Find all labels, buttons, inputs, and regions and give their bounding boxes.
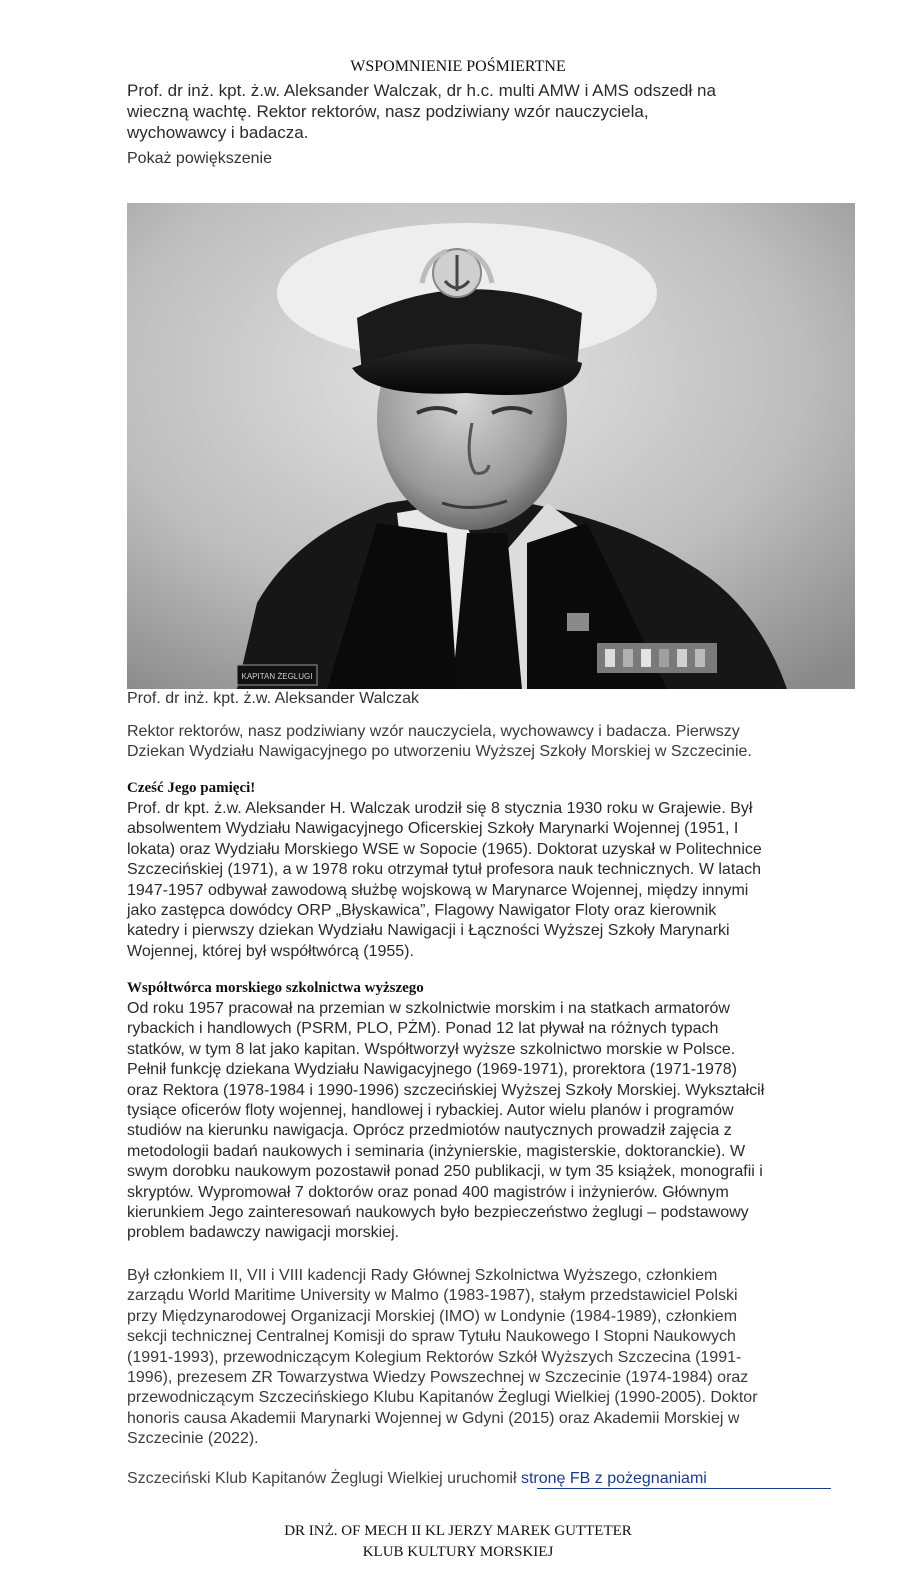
body-line: sekcji technicznej Centralnej Komisji do spraw Tytułu Naukowego I Stopni Naukowych <box>127 1328 736 1346</box>
body-line: Prof. dr kpt. ż.w. Aleksander H. Walczak urodził się 8 stycznia 1930 roku w Grajewie. Był <box>127 800 753 817</box>
body-line: studiów na kierunku nawigacja. Oprócz przedmiotów nautycznych prowadził zajęcia z <box>127 1122 732 1140</box>
section-body <box>127 1266 799 1450</box>
photo-caption: Prof. dr inż. kpt. ż.w. Aleksander Walczak <box>127 690 419 707</box>
body-line: jako zastępca dowódcy ORP „Błyskawica”, Flagowy Nawigator Floty oraz kierownik <box>127 902 717 920</box>
body-line: problem badawczy nawigacji morskiej. <box>127 1224 400 1242</box>
body-line: Od roku 1957 pracował na przemian w szkolnictwie morskim i na statkach armatorów <box>127 1000 730 1017</box>
body-line: swym dorobku naukowym pozostawił ponad 250 publikacji, w tym 35 książek, monografii i <box>127 1163 763 1181</box>
body-line: Był członkiem II, VII i VIII kadencji Rady Głównej Szkolnictwa Wyższego, członkiem <box>127 1267 718 1284</box>
section-heading: Cześć Jego pamięci! <box>127 780 256 796</box>
body-line: skryptów. Wypromował 7 doktorów oraz ponad 400 magistrów i inżynierów. Głównym <box>127 1183 729 1201</box>
footer-organization: KLUB KULTURY MORSKIEJ <box>362 1544 554 1560</box>
section-body <box>127 999 799 1244</box>
lead-line: wychowawcy i badacza. <box>127 123 309 142</box>
body-line: Szczecinie (2022). <box>127 1430 259 1448</box>
body-line: przewodniczącym Szczecińskiego Klubu Kapitanów Żeglugi Wielkiej (1990-2005). Doktor <box>127 1389 758 1407</box>
portrait-photo[interactable] <box>127 203 855 689</box>
lead-text <box>127 80 817 143</box>
body-line: lokata) oraz Wydziału Morskiego WSE w Sopocie (1965). Doktorat uzyskał w Politechnice <box>127 840 762 858</box>
body-line: statków, w tym 8 lat jako kapitan. Współtworzył wyższe szkolnictwo morskie w Polsce. <box>127 1040 736 1058</box>
portrait-image <box>127 203 855 689</box>
lead-line: wieczną wachtę. Rektor rektorów, nasz podziwiany wzór nauczyciela, <box>127 102 649 121</box>
intro-text <box>127 722 817 762</box>
footer-author: DR INŻ. OF MECH II KL JERZY MAREK GUTTETER <box>284 1523 632 1539</box>
page-title: WSPOMNIENIE POŚMIERTNE <box>350 58 566 75</box>
body-line: 1947-1957 odbywał zawodową służbę wojskową w Marynarce Wojennej, między innymi <box>127 881 749 899</box>
intro-line: Dziekan Wydziału Nawigacyjnego po utworzeniu Wyższej Szkoły Morskiej w Szczecinie. <box>127 743 752 760</box>
body-line: katedry i pierwszy dziekan Wydziału Nawigacji i Łączności Wyższej Szkoły Marynarki <box>127 922 730 940</box>
fb-notice-text: Szczeciński Klub Kapitanów Żeglugi Wielkiej uruchomił <box>127 1470 521 1487</box>
fb-notice <box>127 1470 707 1488</box>
body-line: przy Międzynarodowej Organizacji Morskiej (IMO) w Londynie (1984-1989), członkiem <box>127 1307 738 1325</box>
section-body <box>127 799 799 962</box>
body-line: metodologii badań naukowych i seminaria (inżynierskie, magisterskie, doktoranckie). W <box>127 1142 746 1160</box>
body-line: Szczecińskiej (1971), a w 1978 roku otrzymał tytuł profesora nauk technicznych. W latach <box>127 861 762 879</box>
body-line: zarządu World Maritime University w Malmo (1983-1987), stałym przedstawiciel Polski <box>127 1287 738 1305</box>
body-line: Wojennej, której był współtwórcą (1955). <box>127 942 414 960</box>
body-line: Pełnił funkcję dziekana Wydziału Nawigacyjnego (1969-1971), prorektora (1971-1978) <box>127 1061 737 1079</box>
show-zoom-link[interactable]: Pokaż powiększenie <box>127 150 272 167</box>
section-heading: Współtwórca morskiego szkolnictwa wyższego <box>127 980 424 996</box>
body-line: kierunkiem Jego zainteresowań naukowych było bezpieczeństwo żeglugi – podstawowy <box>127 1204 749 1222</box>
body-line: rybackich i handlowych (PSRM, PLO, PŻM). Ponad 12 lat pływał na różnych typach <box>127 1020 719 1038</box>
body-line: honoris causa Akademii Marynarki Wojennej w Gdyni (2015) oraz Akademii Morskiej w <box>127 1409 740 1427</box>
intro-line: Rektor rektorów, nasz podziwiany wzór nauczyciela, wychowawcy i badacza. Pierwszy <box>127 723 740 740</box>
link-underline <box>537 1488 831 1489</box>
body-line: oraz Rektora (1978-1984 i 1990-1996) szczecińskiej Wyższej Szkoły Morskiej. Wykształcił <box>127 1081 765 1099</box>
body-line: 1996), prezesem ZR Towarzystwa Wiedzy Powszechnej w Szczecinie (1974-1984) oraz <box>127 1369 749 1387</box>
lead-line: Prof. dr inż. kpt. ż.w. Aleksander Walczak, dr h.c. multi AMW i AMS odszedł na <box>127 81 716 100</box>
body-line: absolwentem Wydziału Nawigacyjnego Oficerskiej Szkoły Marynarki Wojennej (1951, I <box>127 820 739 838</box>
body-line: tysiące oficerów floty wojennej, handlowej i rybackiej. Autor wielu planów i programów <box>127 1102 734 1120</box>
body-line: (1991-1993), przewodniczącym Kolegium Rektorów Szkół Wyższych Szczecina (1991- <box>127 1348 742 1366</box>
cap-badge-text: KAPITAN ŻEGLUGI <box>241 672 313 681</box>
fb-page-link[interactable]: stronę FB z pożegnaniami <box>520 1470 707 1487</box>
